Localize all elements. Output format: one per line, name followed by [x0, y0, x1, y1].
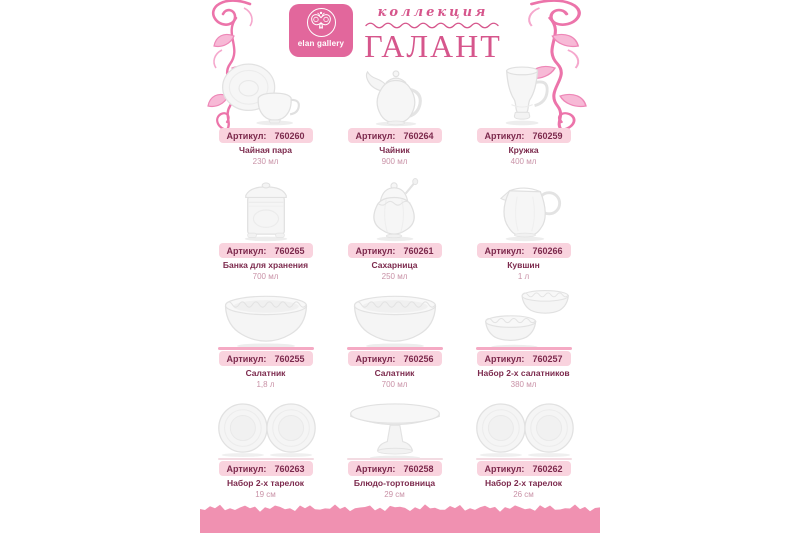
article-badge: [477, 351, 571, 366]
product-name: Кувшин: [507, 260, 540, 270]
product-name: Салатник: [374, 368, 415, 378]
footer-banner: [200, 502, 600, 533]
product-size: 1,8 л: [256, 380, 275, 390]
product-card: [459, 60, 588, 175]
article-label: Артикул:: [226, 353, 267, 364]
article-badge: [477, 243, 571, 258]
article-label: Артикул:: [355, 353, 396, 364]
sugar-bowl-image: [336, 175, 454, 243]
product-card: [459, 283, 588, 394]
product-underline: [476, 458, 572, 460]
article-label: Артикул:: [355, 245, 396, 256]
article-badge: [348, 351, 442, 366]
product-name: Банка для хранения: [222, 260, 309, 270]
article-number: 760261: [403, 245, 434, 256]
product-name: Набор 2-х тарелок: [226, 478, 305, 488]
storage-jar-image: [207, 175, 325, 243]
product-size: 26 см: [513, 490, 534, 500]
article-number: 760255: [274, 353, 305, 364]
article-number: 760260: [274, 130, 305, 141]
article-label: Артикул:: [484, 130, 525, 141]
article-label: Артикул:: [484, 353, 525, 364]
product-name: Чайная пара: [239, 145, 292, 155]
cake-stand-image: [336, 394, 454, 462]
product-grid: [201, 60, 588, 504]
product-name: Салатник: [245, 368, 286, 378]
article-number: 760256: [403, 353, 434, 364]
product-card: [459, 394, 588, 504]
article-badge: [477, 461, 571, 476]
article-number: 760262: [532, 463, 563, 474]
product-name: Кружка: [508, 145, 539, 155]
two-plates-image: [465, 394, 583, 462]
article-label: Артикул:: [226, 463, 267, 474]
two-bowls-image: [465, 283, 583, 351]
salad-bowl-image: [207, 283, 325, 351]
teapot-image: [336, 60, 454, 128]
product-card: [201, 283, 330, 394]
butterfly-icon: [309, 8, 333, 37]
article-number: 760266: [532, 245, 563, 256]
product-size: 900 мл: [381, 157, 408, 167]
two-plates-image: [207, 394, 325, 462]
brand-name: elan gallery: [297, 39, 345, 48]
product-size: 380 мл: [510, 380, 537, 390]
product-card: [201, 175, 330, 283]
product-card: [330, 283, 459, 394]
article-label: Артикул:: [226, 245, 267, 256]
product-card: [459, 175, 588, 283]
article-badge: [219, 461, 313, 476]
logo-circle: [307, 8, 336, 37]
article-number: 760263: [274, 463, 305, 474]
product-size: 400 мл: [510, 157, 537, 167]
product-size: 1 л: [517, 272, 530, 282]
product-underline: [218, 458, 314, 460]
article-badge: [219, 243, 313, 258]
article-number: 760265: [274, 245, 305, 256]
product-card: [330, 394, 459, 504]
product-card: [201, 394, 330, 504]
product-underline: [347, 458, 443, 460]
article-label: Артикул:: [484, 463, 525, 474]
article-number: 760259: [532, 130, 563, 141]
product-name: Набор 2-х тарелок: [484, 478, 563, 488]
product-size: 19 см: [255, 490, 276, 500]
article-label: Артикул:: [484, 245, 525, 256]
article-label: Артикул:: [355, 463, 396, 474]
jug-image: [465, 175, 583, 243]
product-underline: [347, 347, 443, 350]
product-underline: [218, 347, 314, 350]
mug-image: [465, 60, 583, 128]
article-badge: [348, 243, 442, 258]
article-number: 760258: [403, 463, 434, 474]
product-card: [330, 60, 459, 175]
product-underline: [476, 347, 572, 350]
teacup-saucer-image: [207, 60, 325, 128]
product-size: 250 мл: [381, 272, 408, 282]
product-name: Блюдо-тортовница: [353, 478, 436, 488]
product-card: [201, 60, 330, 175]
product-size: 230 мл: [252, 157, 279, 167]
article-number: 760257: [532, 353, 563, 364]
article-badge: [477, 128, 571, 143]
article-badge: [348, 461, 442, 476]
brand-logo: [289, 4, 353, 57]
salad-bowl-image: [336, 283, 454, 351]
product-size: 29 см: [384, 490, 405, 500]
collection-title: ГАЛАНТ: [364, 27, 502, 64]
article-label: Артикул:: [355, 130, 396, 141]
footer-banner-shape: [200, 504, 600, 533]
article-number: 760264: [403, 130, 434, 141]
collection-header: [360, 5, 506, 62]
product-name: Набор 2-х салатников: [477, 368, 570, 378]
product-name: Сахарница: [371, 260, 418, 270]
article-badge: [219, 128, 313, 143]
article-badge: [219, 351, 313, 366]
product-size: 700 мл: [381, 380, 408, 390]
product-card: [330, 175, 459, 283]
product-size: 700 мл: [252, 272, 279, 282]
article-label: Артикул:: [226, 130, 267, 141]
collection-label: коллекция: [377, 5, 489, 20]
article-badge: [348, 128, 442, 143]
product-name: Чайник: [379, 145, 410, 155]
